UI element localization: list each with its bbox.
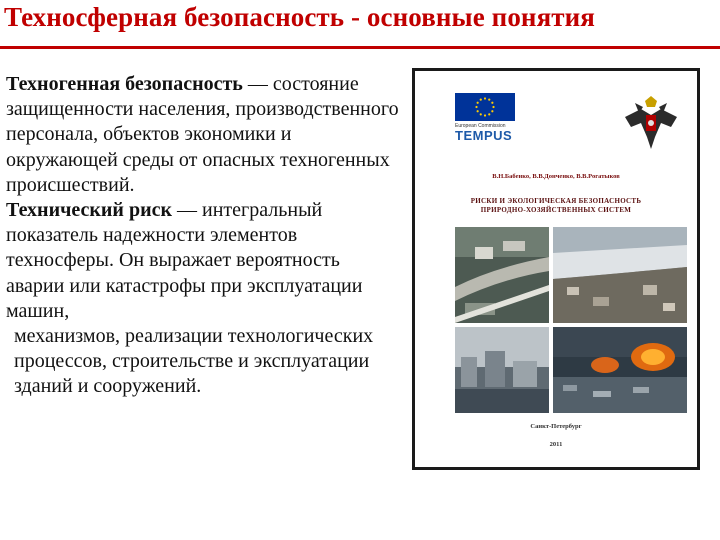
- cover-publisher-city: Санкт-Петербург: [530, 423, 582, 430]
- definition-1-term: Техногенная безопасность: [6, 73, 243, 95]
- definition-2-continuation: механизмов, реализации технологических процессов, строительстве и эксплуатации зданий и сооружений.: [14, 325, 374, 398]
- tempus-label: TEMPUS: [455, 128, 513, 143]
- definition-2-text: — интегральный показатель надежности элементов техносферы. Он выражает вероятность аварии или катастрофы при эксплуатации машин,: [6, 199, 363, 322]
- definition-1-text: — состояние защищенности населения, производственного персонала, объектов экономики и окружающей среды от опасных техногенных происшествий.: [6, 73, 399, 196]
- definition-2: [6, 198, 401, 324]
- slide-title: Техносферная безопасность - основные понятия: [4, 2, 596, 32]
- eu-stars-icon: [475, 97, 495, 117]
- industrial-site-photo: [455, 327, 549, 413]
- book-cover-image: [412, 68, 700, 470]
- eu-flag-icon: [455, 93, 515, 121]
- definition-1: [6, 72, 401, 198]
- cover-book-title: [427, 197, 685, 215]
- cover-title-line-2: ПРИРОДНО-ХОЗЯЙСТВЕННЫХ СИСТЕМ: [480, 206, 632, 214]
- cover-year: 2011: [549, 441, 563, 448]
- fire-disaster-photo: [553, 327, 687, 413]
- cover-logos: [455, 93, 687, 163]
- definition-2-term: Технический риск: [6, 199, 172, 222]
- title-divider: [0, 46, 720, 49]
- university-crest-icon: [615, 93, 687, 155]
- eu-caption: European Commission: [455, 123, 506, 129]
- cover-authors: В.Н.Бабенко, В.В.Донченко, В.В.Рогатыков: [492, 173, 620, 180]
- tempus-logo: [455, 93, 531, 155]
- definitions-text: [6, 72, 401, 400]
- tsunami-flood-photo: [553, 227, 687, 323]
- aerial-plant-photo: [455, 227, 549, 323]
- cover-title-line-1: РИСКИ И ЭКОЛОГИЧЕСКАЯ БЕЗОПАСНОСТЬ: [470, 197, 642, 205]
